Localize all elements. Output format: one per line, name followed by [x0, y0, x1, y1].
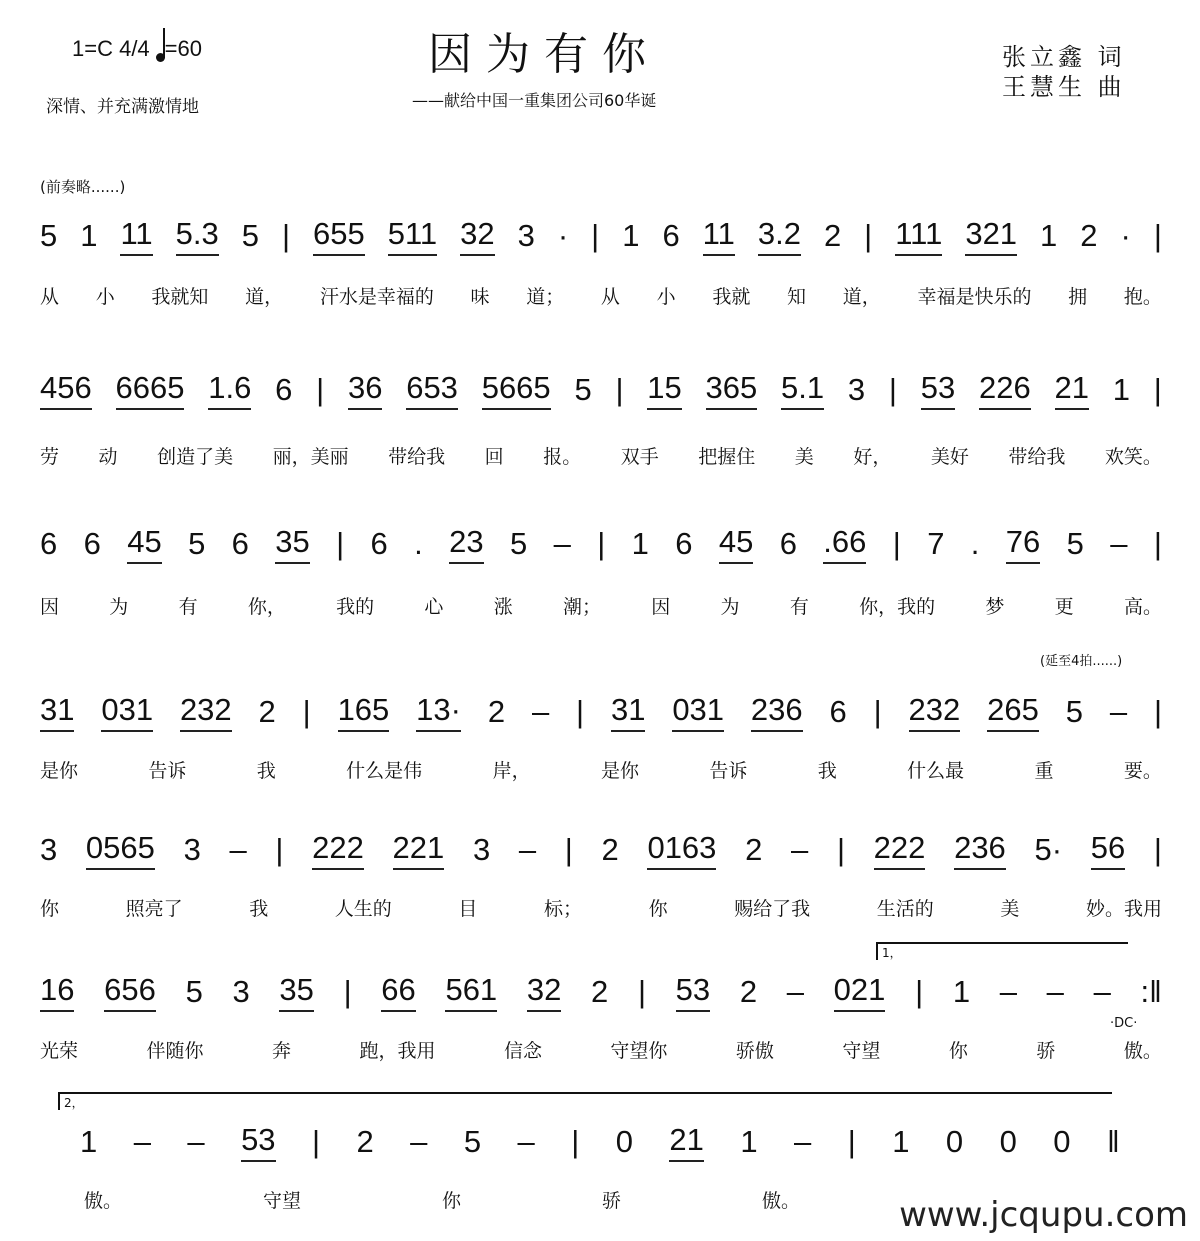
note: 6 [829, 694, 847, 729]
lyric: 傲。 [761, 1190, 800, 1212]
lyric: 我就 [712, 286, 751, 308]
note: 1 [1040, 218, 1058, 253]
note: 1 [80, 218, 98, 253]
note: 561 [445, 972, 497, 1012]
lyric: 拥 [1068, 286, 1088, 308]
lyricist: 张立鑫 词 [1002, 43, 1126, 71]
lyric: 潮； [562, 596, 601, 618]
barline: | [343, 974, 352, 1009]
note: 21 [669, 1122, 703, 1162]
note: 53 [921, 370, 955, 410]
lyric: 告诉 [148, 760, 187, 782]
note: 1 [740, 1124, 758, 1159]
note: 2 [356, 1124, 374, 1159]
lyric: 把握住 [698, 446, 756, 468]
note: 66 [381, 972, 415, 1012]
note: 5 [241, 218, 259, 253]
note: 16 [40, 972, 74, 1012]
note: 53 [241, 1122, 275, 1162]
notes-line [40, 366, 1162, 410]
key-text: 1=C 4/4 [72, 36, 150, 61]
note: 1 [80, 1124, 98, 1159]
note: 5 [574, 372, 592, 407]
lyric: 知 [787, 286, 807, 308]
note: 5.3 [176, 216, 219, 256]
note: 6 [675, 526, 693, 561]
note: 321 [965, 216, 1017, 256]
expression-mark: 深情、并充满激情地 [46, 97, 199, 117]
lyric: 妙。我用 [1085, 898, 1162, 920]
lyric: 美好 [930, 446, 969, 468]
lyric: 因 [40, 596, 60, 618]
note: 6 [662, 218, 680, 253]
watermark: www.jcqupu.com [899, 1195, 1188, 1235]
barline: | [1153, 218, 1162, 253]
barline: | [1153, 372, 1162, 407]
note: 6 [231, 526, 249, 561]
lyric: 带给我 [388, 446, 446, 468]
lyric: 小 [656, 286, 676, 308]
note: 1 [622, 218, 640, 253]
note: – [517, 1124, 535, 1159]
barline: | [915, 974, 924, 1009]
lyric: 你 [648, 898, 668, 920]
lyric: 伴随你 [146, 1040, 204, 1062]
lyrics-line [40, 592, 1162, 619]
note: – [229, 832, 247, 867]
lyric: 人生的 [334, 898, 392, 920]
barline: | [1153, 526, 1162, 561]
note: 23 [449, 524, 483, 564]
note: 2 [739, 974, 758, 1009]
note: – [999, 974, 1017, 1009]
note: 655 [313, 216, 365, 256]
note: 365 [706, 370, 758, 410]
note: 6 [275, 372, 293, 407]
note: 3 [40, 832, 58, 867]
note: 11 [703, 216, 735, 256]
note: 165 [338, 692, 390, 732]
lyric: 有 [789, 596, 809, 618]
lyric: 美 [1000, 898, 1020, 920]
barline: | [836, 832, 845, 867]
lyric: 双手 [620, 446, 659, 468]
lyric: 什么最 [907, 760, 965, 782]
lyric: 幸福是快乐的 [917, 286, 1032, 308]
barline: | [892, 526, 901, 561]
note: 0163 [647, 830, 716, 870]
lyric: 骄傲 [735, 1040, 774, 1062]
note: 5 [188, 526, 206, 561]
note: – [518, 832, 537, 867]
note: . [970, 526, 980, 561]
note: 6 [370, 526, 388, 561]
note: 031 [672, 692, 724, 732]
lyric: 告诉 [709, 760, 748, 782]
barline: | [311, 1124, 321, 1159]
lyric: 从 [600, 286, 620, 308]
note: 5 [509, 526, 528, 561]
lyric: 你 [40, 898, 60, 920]
lyric: 更 [1054, 596, 1074, 618]
lyric: 我 [249, 898, 269, 920]
volta-bracket: 1， [876, 942, 1128, 960]
composer: 王慧生 曲 [1002, 73, 1126, 101]
lyric: 从 [40, 286, 60, 308]
lyric: 我的 [336, 596, 375, 618]
quarter-note-icon [156, 53, 165, 62]
note: 13· [416, 692, 461, 732]
note: 32 [460, 216, 494, 256]
note: – [1046, 974, 1064, 1009]
barline: | [847, 1124, 856, 1159]
song-title: 因为有你 [428, 29, 660, 80]
note: 0 [1053, 1124, 1071, 1159]
barline: ‖ [1106, 1124, 1120, 1159]
note: – [410, 1124, 428, 1159]
lyric: 是你 [40, 760, 79, 782]
lyric: 岸， [492, 760, 531, 782]
lyric: 道， [245, 286, 284, 308]
lyrics-line [40, 282, 1162, 309]
lyric: 动 [98, 446, 118, 468]
lyric: 守望 [262, 1190, 301, 1212]
note: – [553, 526, 571, 561]
note: 265 [987, 692, 1039, 732]
note: 0 [945, 1124, 964, 1159]
notes-line [40, 212, 1162, 256]
note: .66 [823, 524, 866, 564]
lyric: 要。 [1123, 760, 1162, 782]
lyric: 汗水是幸福的 [319, 286, 434, 308]
lyric: 为 [720, 596, 740, 618]
note: 5· [1034, 832, 1063, 867]
lyrics-line [40, 1036, 1162, 1063]
lyric: 心 [424, 596, 444, 618]
lyric: 信念 [503, 1040, 542, 1062]
note: . [414, 526, 423, 561]
note: 3 [472, 832, 491, 867]
notes-line [80, 1118, 1120, 1162]
lyric: 回 [484, 446, 504, 468]
barline: | [864, 218, 873, 253]
note: 021 [834, 972, 886, 1012]
subtitle: ——献给中国一重集团公司60华诞 [412, 91, 657, 110]
note: 6665 [116, 370, 185, 410]
lyric: 梦 [985, 596, 1005, 618]
dc-mark: ·DC· [1110, 1016, 1138, 1031]
lyric: 标； [543, 898, 582, 920]
lyric: 我 [817, 760, 837, 782]
barline: | [1153, 694, 1162, 729]
lyric: 光荣 [40, 1040, 79, 1062]
lyric: 抱。 [1123, 286, 1162, 308]
barline: | [281, 218, 291, 253]
barline: | [615, 372, 624, 407]
tempo: =60 [164, 36, 202, 61]
lyric: 守望 [842, 1040, 881, 1062]
note: 3 [232, 974, 250, 1009]
note: 56 [1091, 830, 1125, 870]
lyric: 傲。 [1123, 1040, 1162, 1062]
note: 31 [611, 692, 645, 732]
note: – [786, 974, 804, 1009]
note: · [557, 218, 569, 253]
lyric: 生活的 [876, 898, 934, 920]
note: 653 [406, 370, 458, 410]
note: 232 [180, 692, 232, 732]
lyric: 因 [651, 596, 671, 618]
lyric: 骄 [1036, 1040, 1056, 1062]
note: 5 [40, 218, 58, 253]
note: 222 [312, 830, 364, 870]
note: 1 [952, 974, 971, 1009]
barline: | [316, 372, 325, 407]
note: 45 [719, 524, 753, 564]
note: 15 [647, 370, 681, 410]
note: 222 [874, 830, 926, 870]
note: 656 [104, 972, 156, 1012]
lyric: 骄 [601, 1190, 621, 1212]
note: 1 [1112, 372, 1130, 407]
note: – [1110, 526, 1128, 561]
barline: | [597, 526, 606, 561]
lyric: 欢笑。 [1104, 446, 1162, 468]
lyric: 傲。 [84, 1190, 123, 1212]
note: 5 [1066, 526, 1084, 561]
lyric: 带给我 [1008, 446, 1066, 468]
note: 5.1 [781, 370, 824, 410]
barline: | [571, 1124, 580, 1159]
barline: | [275, 832, 284, 867]
lyrics-line [40, 756, 1162, 783]
note: – [1109, 694, 1128, 729]
note: 236 [751, 692, 803, 732]
notes-line [40, 826, 1162, 870]
barline: | [1153, 832, 1162, 867]
lyric: 小 [95, 286, 115, 308]
barline: | [302, 694, 311, 729]
lyric: 道， [842, 286, 881, 308]
note: 36 [348, 370, 382, 410]
note: – [187, 1124, 205, 1159]
note: – [1093, 974, 1111, 1009]
lyric: 好， [853, 446, 892, 468]
lyric: 照亮了 [125, 898, 183, 920]
barline: | [336, 526, 345, 561]
note: 7 [927, 526, 945, 561]
note: 0565 [86, 830, 155, 870]
note: 1.6 [208, 370, 251, 410]
lyric: 你， [247, 596, 286, 618]
note: 511 [388, 216, 437, 256]
note: 5 [1065, 694, 1083, 729]
barline: | [873, 694, 882, 729]
lyrics-line [84, 1186, 800, 1213]
lyric: 目 [458, 898, 478, 920]
lyric: 是你 [600, 760, 639, 782]
notes-line [40, 968, 1162, 1012]
lyric: 赐给了我 [734, 898, 811, 920]
lyric: 什么是伟 [346, 760, 423, 782]
note: 31 [40, 692, 74, 732]
note: 3 [847, 372, 866, 407]
note: – [531, 694, 550, 729]
note: – [133, 1124, 151, 1159]
volta-bracket: 2， [58, 1092, 1112, 1110]
note: 5 [463, 1124, 482, 1159]
barline: | [576, 694, 585, 729]
lyric: 道； [526, 286, 565, 308]
note: 6 [83, 526, 101, 561]
note: – [794, 1124, 812, 1159]
lyric: 劳 [40, 446, 60, 468]
barline: | [564, 832, 573, 867]
notes-line [40, 688, 1162, 732]
note: 6 [40, 526, 58, 561]
annotation: (延至4拍......) [1040, 654, 1123, 669]
note: 35 [279, 972, 313, 1012]
note: 1 [892, 1124, 910, 1159]
note: 226 [979, 370, 1031, 410]
lyric: 高。 [1123, 596, 1162, 618]
lyric: 涨 [493, 596, 513, 618]
note: 3 [517, 218, 535, 253]
barline: | [888, 372, 897, 407]
lyric: 美 [794, 446, 814, 468]
notes-line [40, 520, 1162, 564]
note: 35 [275, 524, 309, 564]
credits [1002, 42, 1126, 102]
lyric: 奔 [271, 1040, 291, 1062]
lyric: 守望你 [610, 1040, 668, 1062]
note: 2 [823, 218, 842, 253]
note: 76 [1006, 524, 1040, 564]
note: 53 [676, 972, 710, 1012]
note: 5665 [482, 370, 551, 410]
note: 236 [954, 830, 1006, 870]
note: – [791, 832, 809, 867]
lyric: 为 [109, 596, 129, 618]
note: 11 [120, 216, 152, 256]
note: 0 [615, 1124, 633, 1159]
note: 1 [631, 526, 649, 561]
lyric: 有 [178, 596, 198, 618]
note: 456 [40, 370, 92, 410]
barline: | [637, 974, 646, 1009]
lyric: 创造了美 [157, 446, 234, 468]
lyric: 你 [441, 1190, 461, 1212]
lyric: 我就知 [151, 286, 209, 308]
barline: | [591, 218, 600, 253]
note: 2 [487, 694, 506, 729]
barline: :‖ [1140, 974, 1162, 1009]
note: 232 [909, 692, 961, 732]
note: 2 [601, 832, 619, 867]
lyric: 味 [470, 286, 490, 308]
lyric: 报。 [543, 446, 582, 468]
note: 5 [185, 974, 203, 1009]
note: 2 [258, 694, 276, 729]
note: 221 [393, 830, 445, 870]
note: 111 [895, 216, 942, 256]
lyric: 丽，美丽 [272, 446, 349, 468]
lyric: 重 [1034, 760, 1054, 782]
note: 0 [999, 1124, 1017, 1159]
note: 2 [745, 832, 763, 867]
lyrics-line [40, 442, 1162, 469]
note: · [1120, 218, 1131, 253]
note: 3 [183, 832, 201, 867]
lyric: 跑，我用 [359, 1040, 436, 1062]
note: 45 [127, 524, 161, 564]
lyrics-line [40, 894, 1162, 921]
note: 6 [779, 526, 797, 561]
key-signature [72, 36, 202, 62]
note: 32 [527, 972, 561, 1012]
note: 2 [1080, 218, 1098, 253]
lyric: 你，我的 [859, 596, 936, 618]
note: 2 [591, 974, 609, 1009]
lyric: 我 [256, 760, 276, 782]
lyric: 你 [948, 1040, 968, 1062]
prelude-note: (前奏略......) [40, 178, 126, 196]
note: 031 [101, 692, 153, 732]
note: 3.2 [758, 216, 801, 256]
note: 21 [1055, 370, 1089, 410]
